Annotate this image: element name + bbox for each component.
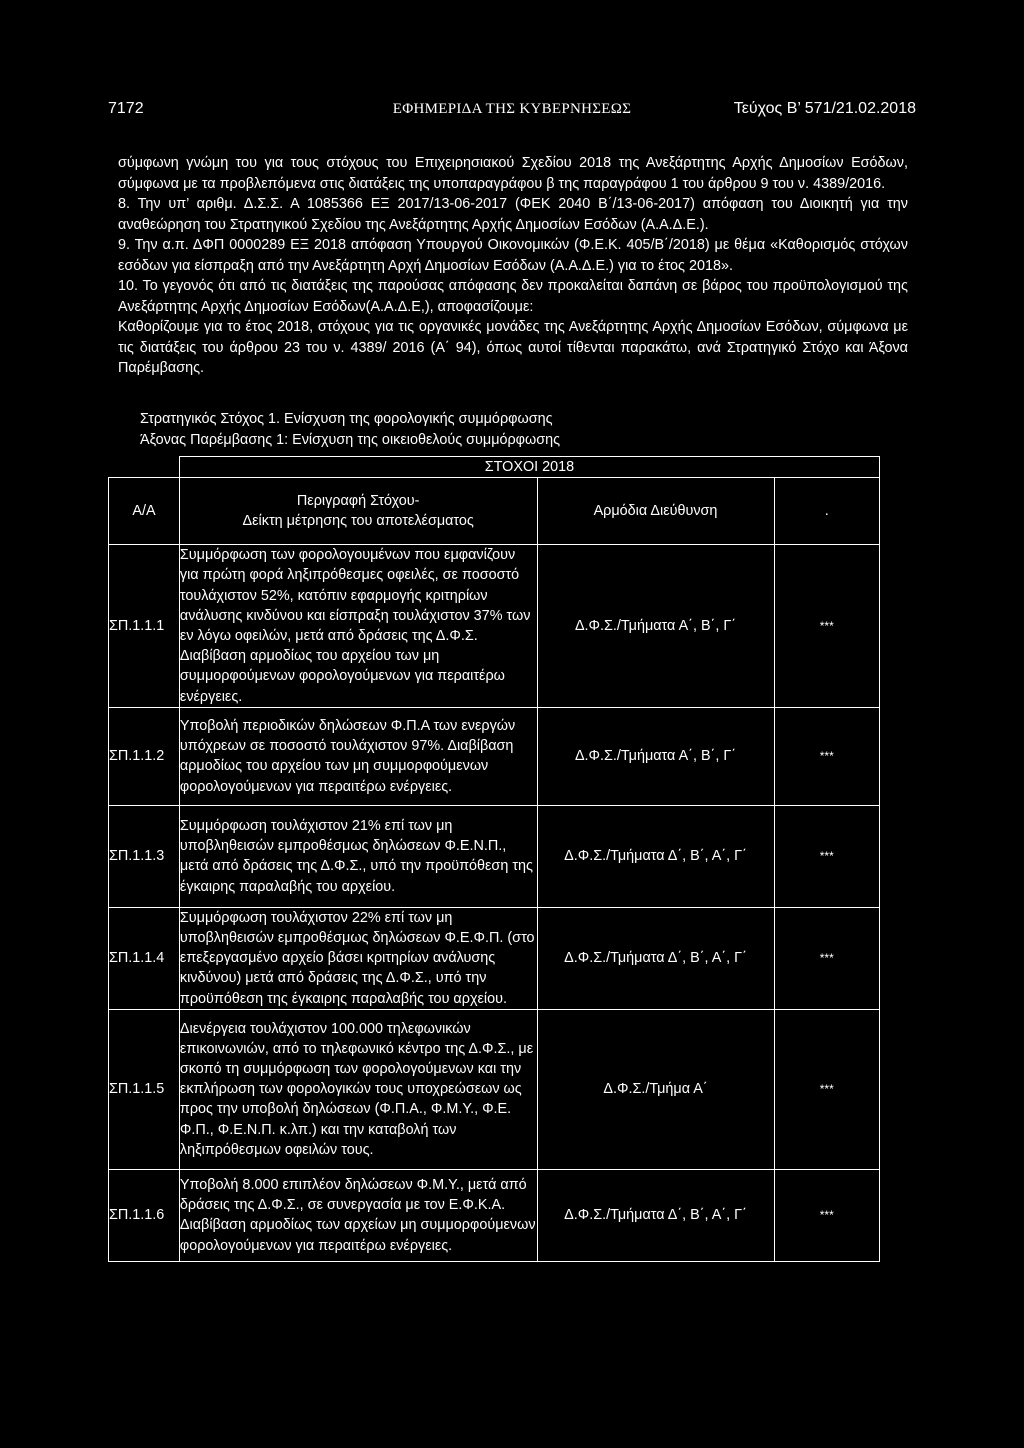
goal-target: *** <box>774 707 879 805</box>
goal-directorate: Δ.Φ.Σ./Τμήματα Α΄, Β΄, Γ΄ <box>537 707 774 805</box>
goal-id: ΣΠ.1.1.2 <box>109 707 180 805</box>
paragraph-continuation: σύμφωνη γνώμη του για τους στόχους του Επιχειρησιακού Σχεδίου 2018 της Ανεξάρτητης Αρχής Δημοσίων Εσόδων, σύμφωνα με τα προβλεπόμενα στις διατάξεις της υποπαραγράφου β της παραγράφου 1 του άρθρου 9 του ν. 4389/2016. <box>118 155 908 192</box>
paragraph-10: 10. Το γεγονός ότι από τις διατάξεις της παρούσας απόφασης δεν προκαλείται δαπάνη σε βάρος του προϋπολογισμού της Ανεξάρτητης Αρχής Δημοσίων Εσόδων(Α.Α.Δ.Ε,), αποφασίζουμε: <box>118 278 908 315</box>
paragraph-8: 8. Την υπ’ αριθμ. Δ.Σ.Σ. Α 1085366 ΕΞ 2017/13-06-2017 (ΦΕΚ 2040 Β΄/13-06-2017) απόφαση του Διοικητή για την αναθεώρηση του Στρατηγικού Σχεδίου της Ανεξάρτητης Αρχής Δημοσίων Εσόδων (Α.Α.Δ.Ε.). <box>118 196 908 233</box>
table-row <box>109 707 880 805</box>
col-header-aa: Α/Α <box>109 478 180 545</box>
goal-description: Υποβολή περιοδικών δηλώσεων Φ.Π.Α των ενεργών υπόχρεων σε ποσοστό τουλάχιστον 97%. Διαβίβαση αρμοδίως του αρχείου των μη συμμορφούμενων φορολογούμενων για περαιτέρω ενέργειες. <box>179 707 537 805</box>
goal-description: Συμμόρφωση τουλάχιστον 22% επί των μη υποβληθεισών εμπροθέσμως δηλώσεων Φ.Ε.Φ.Π. (στο επεξεργασμένο αρχείο βάσει κριτηρίων ανάλυσης κινδύνου) μετά από δράσεις της Δ.Φ.Σ., υπό την προϋπόθεση της έγκαιρης παραλαβής του αρχείου. <box>179 907 537 1009</box>
goal-target: *** <box>774 1169 879 1261</box>
col-header-target: . <box>774 478 879 545</box>
table-row <box>109 1169 880 1261</box>
table-row <box>109 907 880 1009</box>
goal-directorate: Δ.Φ.Σ./Τμήματα Α΄, Β΄, Γ΄ <box>537 545 774 708</box>
col-header-description-line1: Περιγραφή Στόχου- <box>296 493 420 509</box>
goal-description: Συμμόρφωση τουλάχιστον 21% επί των μη υποβληθεισών εμπροθέσμως δηλώσεων Φ.Ε.Ν.Π., μετά από δράσεις της Δ.Φ.Σ., υπό την προϋπόθεση της έγκαιρης παραλαβής του αρχείου. <box>179 805 537 907</box>
strategic-goal-block <box>140 409 560 450</box>
table-row <box>109 805 880 907</box>
document-body <box>118 153 908 379</box>
col-header-description-line2: Δείκτη μέτρησης του αποτελέσματος <box>242 513 474 530</box>
table-row <box>109 1009 880 1169</box>
goal-directorate: Δ.Φ.Σ./Τμήματα Δ΄, Β΄, Α΄, Γ΄ <box>537 805 774 907</box>
goal-directorate: Δ.Φ.Σ./Τμήμα Α΄ <box>537 1009 774 1169</box>
paragraph-9: 9. Την α.π. ΔΦΠ 0000289 ΕΞ 2018 απόφαση Υπουργού Οικονομικών (Φ.Ε.Κ. 405/Β΄/2018) με θέμα «Καθορισμός στόχων εσόδων για είσπραξη από την Ανεξάρτητη Αρχή Δημοσίων Εσόδων (Α.Α.Δ.Ε.) για το έτος 2018». <box>118 237 908 274</box>
goal-id: ΣΠ.1.1.3 <box>109 805 180 907</box>
issue-info: Τεύχος Β’ 571/21.02.2018 <box>733 100 916 117</box>
goals-table <box>108 456 880 1262</box>
goal-target: *** <box>774 545 879 708</box>
table-title-row <box>109 457 880 478</box>
gazette-title: ΕΦΗΜΕΡΙΔΑ ΤΗΣ ΚΥΒΕΡΝΗΣΕΩΣ <box>392 101 632 117</box>
goal-id: ΣΠ.1.1.5 <box>109 1009 180 1169</box>
page-number: 7172 <box>108 100 144 117</box>
intervention-axis: Άξονας Παρέμβασης 1: Ενίσχυση της οικειοθελούς συμμόρφωσης <box>140 431 561 448</box>
strategic-goal: Στρατηγικός Στόχος 1. Ενίσχυση της φορολογικής συμμόρφωσης <box>140 411 553 427</box>
goal-directorate: Δ.Φ.Σ./Τμήματα Δ΄, Β΄, Α΄, Γ΄ <box>537 907 774 1009</box>
table-body <box>109 545 880 1262</box>
goal-target: *** <box>774 1009 879 1169</box>
col-header-description <box>179 478 537 545</box>
page-header <box>108 100 916 126</box>
goal-id: ΣΠ.1.1.1 <box>109 545 180 708</box>
table-header-row <box>109 478 880 545</box>
goal-target: *** <box>774 805 879 907</box>
goal-description: Διενέργεια τουλάχιστον 100.000 τηλεφωνικών επικοινωνιών, από το τηλεφωνικό κέντρο της Δ.Φ.Σ., με σκοπό τη συμμόρφωση των φορολογούμενων και την εκπλήρωση των φορολογικών τους υποχρεώσεων ως προς την υποβολή δηλώσεων (Φ.Π.Α., Φ.Μ.Υ., Φ.Ε. Φ.Π., Φ.Ε.Ν.Π. κ.λπ.) και την καταβολή των ληξιπρόθεσμων οφειλών τους. <box>179 1009 537 1169</box>
table-row <box>109 545 880 708</box>
goal-id: ΣΠ.1.1.4 <box>109 907 180 1009</box>
goal-directorate: Δ.Φ.Σ./Τμήματα Δ΄, Β΄, Α΄, Γ΄ <box>537 1169 774 1261</box>
col-header-directorate: Αρμόδια Διεύθυνση <box>537 478 774 545</box>
blank-cell <box>109 457 180 478</box>
table-title: ΣΤΟΧΟΙ 2018 <box>179 457 879 478</box>
goal-target: *** <box>774 907 879 1009</box>
goal-description: Υποβολή 8.000 επιπλέον δηλώσεων Φ.Μ.Υ., μετά από δράσεις της Δ.Φ.Σ., σε συνεργασία με τον Ε.Φ.Κ.Α. Διαβίβαση αρμοδίως των αρχείων μη συμμορφούμενων φορολογούμενων για περαιτέρω ενέργειες. <box>179 1169 537 1261</box>
goal-description: Συμμόρφωση των φορολογουμένων που εμφανίζουν για πρώτη φορά ληξιπρόθεσμες οφειλές, σε ποσοστό τουλάχιστον 52%, κατόπιν εφαρμογής κριτηρίων ανάλυσης κινδύνου και είσπραξη τουλάχιστον 37% των εν λόγω οφειλών, μετά από δράσεις της Δ.Φ.Σ. Διαβίβαση αρμοδίως του αρχείου των μη συμμορφούμενων φορολογούμενων για περαιτέρω ενέργειες. <box>179 545 537 708</box>
paragraph-decision: Καθορίζουμε για το έτος 2018, στόχους για τις οργανικές μονάδες της Ανεξάρτητης Αρχής Δημοσίων Εσόδων, σύμφωνα με τις διατάξεις του άρθρου 23 του ν. 4389/ 2016 (Α΄ 94), όπως αυτοί τίθενται παρακάτω, ανά Στρατηγικό Στόχο και Άξονα Παρέμβασης. <box>118 319 908 376</box>
goal-id: ΣΠ.1.1.6 <box>109 1169 180 1261</box>
